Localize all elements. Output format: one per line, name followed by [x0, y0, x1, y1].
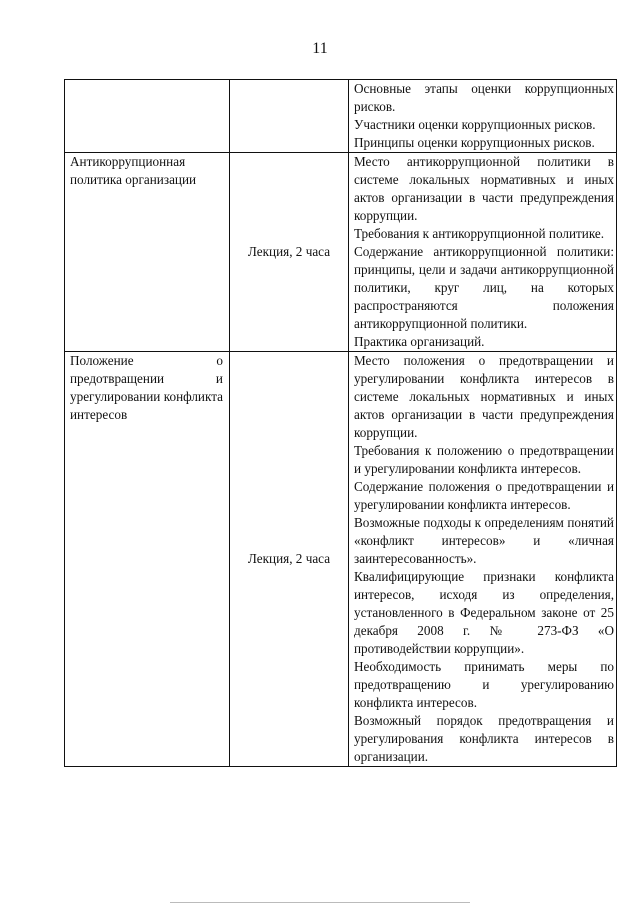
content-paragraph: Необходимость принимать меры по предотвращению и урегулированию конфликта интересов. — [354, 659, 614, 710]
content-paragraph: Возможный порядок предотвращения и урегулирования конфликта интересов в организации. — [354, 713, 614, 764]
content-cell — [349, 80, 617, 153]
content-paragraph: Требования к положению о предотвращении и урегулировании конфликта интересов. — [354, 443, 614, 476]
content-paragraph: Требования к антикоррупционной политике. — [354, 226, 605, 241]
table-row — [65, 153, 617, 352]
curriculum-table — [64, 79, 617, 767]
form-cell: Лекция, 2 часа — [230, 153, 349, 352]
topic-cell: Антикоррупционная политика организации — [65, 153, 230, 352]
content-paragraph: Участники оценки коррупционных рисков. — [354, 117, 596, 132]
content-paragraph: Основные этапы оценки коррупционных рисков. — [354, 81, 614, 114]
content-paragraph: Место антикоррупционной политики в системе локальных нормативных и иных актов организации в части предупреждения коррупции. — [354, 154, 614, 223]
content-cell — [349, 153, 617, 352]
content-paragraph: Практика организаций. — [354, 334, 485, 349]
content-paragraph: Квалифицирующие признаки конфликта интересов, исходя из определения, установленного в Федеральном законе от 25 декабря 2008 г. № 273-ФЗ «О противодействии коррупции». — [354, 569, 614, 656]
page-number: 11 — [312, 40, 328, 57]
topic-cell: Положение о предотвращении и урегулировании конфликта интересов — [65, 352, 230, 767]
page-bottom-edge — [170, 902, 470, 903]
table-row — [65, 80, 617, 153]
content-cell — [349, 352, 617, 767]
form-cell: Лекция, 2 часа — [230, 352, 349, 767]
content-paragraph: Место положения о предотвращении и урегулировании конфликта интересов в системе локальных нормативных и иных актов организации в части предупреждения коррупции. — [354, 353, 614, 440]
content-paragraph: Содержание антикоррупционной политики: принципы, цели и задачи антикоррупционной политики, круг лиц, на которых распространяются положения антикоррупционной политики. — [354, 244, 614, 331]
table-row — [65, 352, 617, 767]
form-cell — [230, 80, 349, 153]
content-paragraph: Содержание положения о предотвращении и урегулировании конфликта интересов. — [354, 479, 614, 512]
content-paragraph: Принципы оценки коррупционных рисков. — [354, 135, 595, 150]
topic-cell — [65, 80, 230, 153]
content-paragraph: Возможные подходы к определениям понятий «конфликт интересов» и «личная заинтересованность». — [354, 515, 614, 566]
